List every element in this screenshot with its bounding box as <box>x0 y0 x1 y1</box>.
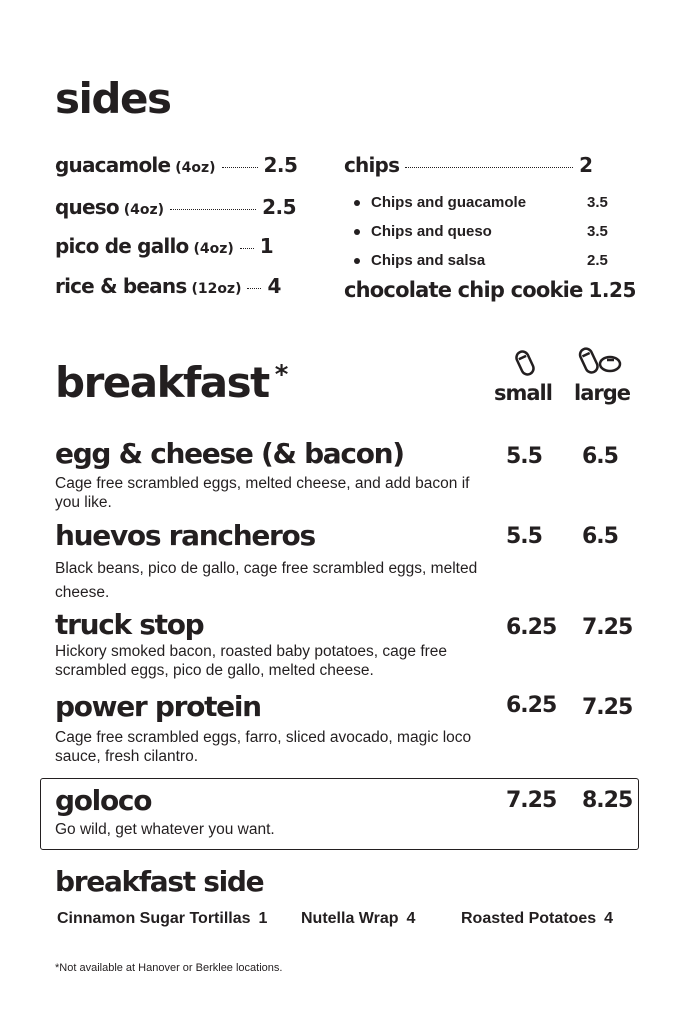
side-item-size: (12oz) <box>191 281 242 297</box>
breakfast-side-name: Nutella Wrap <box>301 910 399 927</box>
price-small: 6.25 <box>506 615 557 640</box>
breakfast-item-desc: Go wild, get whatever you want. <box>55 821 275 838</box>
bullet-icon <box>354 200 360 206</box>
price-large: 7.25 <box>582 695 633 720</box>
side-item-size: (4oz) <box>123 202 165 218</box>
breakfast-title-text: breakfast <box>55 358 269 407</box>
chip-combo-name: Chips and guacamole <box>371 194 527 211</box>
breakfast-item-desc: Black beans, pico de gallo, cage free scrambled eggs, melted cheese. <box>55 560 478 601</box>
breakfast-side-price: 1 <box>258 910 268 927</box>
chip-combo-name: Chips and queso <box>371 223 492 240</box>
double-burrito-icon <box>576 346 624 378</box>
footnote: *Not available at Hanover or Berklee locations. <box>55 962 283 974</box>
side-item-queso <box>55 195 296 219</box>
sides-title: sides <box>55 74 171 123</box>
side-item-rice-beans <box>55 274 281 298</box>
price-small: 6.25 <box>506 693 557 718</box>
breakfast-side-price: 4 <box>604 910 614 927</box>
breakfast-item-name: egg & cheese (& bacon) <box>55 437 404 470</box>
breakfast-side-name: Roasted Potatoes <box>461 910 597 927</box>
side-item-price: 2.5 <box>263 153 298 177</box>
list-item <box>354 217 608 246</box>
chip-combo-price: 2.5 <box>587 252 608 269</box>
price-large: 8.25 <box>582 788 633 813</box>
leader-dots <box>247 287 261 289</box>
price-large: 6.5 <box>582 444 618 469</box>
side-item-name: pico de gallo <box>55 234 189 258</box>
side-item-guacamole <box>55 153 297 177</box>
list-item <box>354 188 608 217</box>
single-burrito-icon <box>510 348 540 378</box>
price-small: 5.5 <box>506 524 542 549</box>
price-small: 5.5 <box>506 444 542 469</box>
bullet-icon <box>354 258 360 264</box>
side-item-name: chocolate chip cookie <box>344 278 583 302</box>
breakfast-side-item <box>461 910 613 928</box>
breakfast-item-name: truck stop <box>55 608 204 641</box>
side-item-name: rice & beans <box>55 274 187 298</box>
leader-dots <box>222 166 258 168</box>
breakfast-item-name: goloco <box>55 784 152 817</box>
breakfast-side-name: Cinnamon Sugar Tortillas <box>57 910 251 927</box>
breakfast-title <box>55 358 287 407</box>
side-item-size: (4oz) <box>175 160 216 176</box>
list-item <box>354 246 608 275</box>
breakfast-item-name: huevos rancheros <box>55 519 315 552</box>
side-item-cookie <box>344 278 636 302</box>
side-item-price: 4 <box>267 274 281 298</box>
asterisk-mark: * <box>274 360 287 390</box>
chip-combo-name: Chips and salsa <box>371 252 486 269</box>
price-large: 7.25 <box>582 615 633 640</box>
side-item-size: (4oz) <box>193 241 234 257</box>
side-item-chips <box>344 153 593 177</box>
side-item-pico-de-gallo <box>55 234 273 258</box>
leader-dots <box>240 247 254 249</box>
side-item-price: 2 <box>579 153 593 177</box>
leader-dots <box>170 208 256 210</box>
breakfast-item-desc: Cage free scrambled eggs, farro, sliced avocado, magic loco sauce, fresh cilantro. <box>55 729 472 765</box>
breakfast-side-item <box>57 910 267 928</box>
chip-combo-price: 3.5 <box>587 223 608 240</box>
price-small: 7.25 <box>506 788 557 813</box>
breakfast-side-price: 4 <box>406 910 416 927</box>
breakfast-side-title: breakfast side <box>55 865 264 898</box>
breakfast-item-name: power protein <box>55 690 261 723</box>
side-item-name: chips <box>344 153 400 177</box>
side-item-price: 1.25 <box>588 278 636 302</box>
bullet-icon <box>354 229 360 235</box>
column-header-small: small <box>494 381 552 405</box>
leader-dots <box>405 166 573 168</box>
side-item-name: queso <box>55 195 119 219</box>
breakfast-item-desc: Cage free scrambled eggs, melted cheese, and add bacon if you like. <box>55 475 470 511</box>
column-header-large: large <box>574 381 631 405</box>
price-large: 6.5 <box>582 524 618 549</box>
breakfast-side-item <box>301 910 415 928</box>
side-item-name: guacamole <box>55 153 171 177</box>
breakfast-item-desc: Hickory smoked bacon, roasted baby potatoes, cage free scrambled eggs, pico de gallo, melted cheese. <box>55 643 448 679</box>
side-item-price: 1 <box>259 234 274 258</box>
chip-combo-price: 3.5 <box>587 194 608 211</box>
chip-combo-list <box>354 188 608 275</box>
side-item-price: 2.5 <box>262 195 297 219</box>
